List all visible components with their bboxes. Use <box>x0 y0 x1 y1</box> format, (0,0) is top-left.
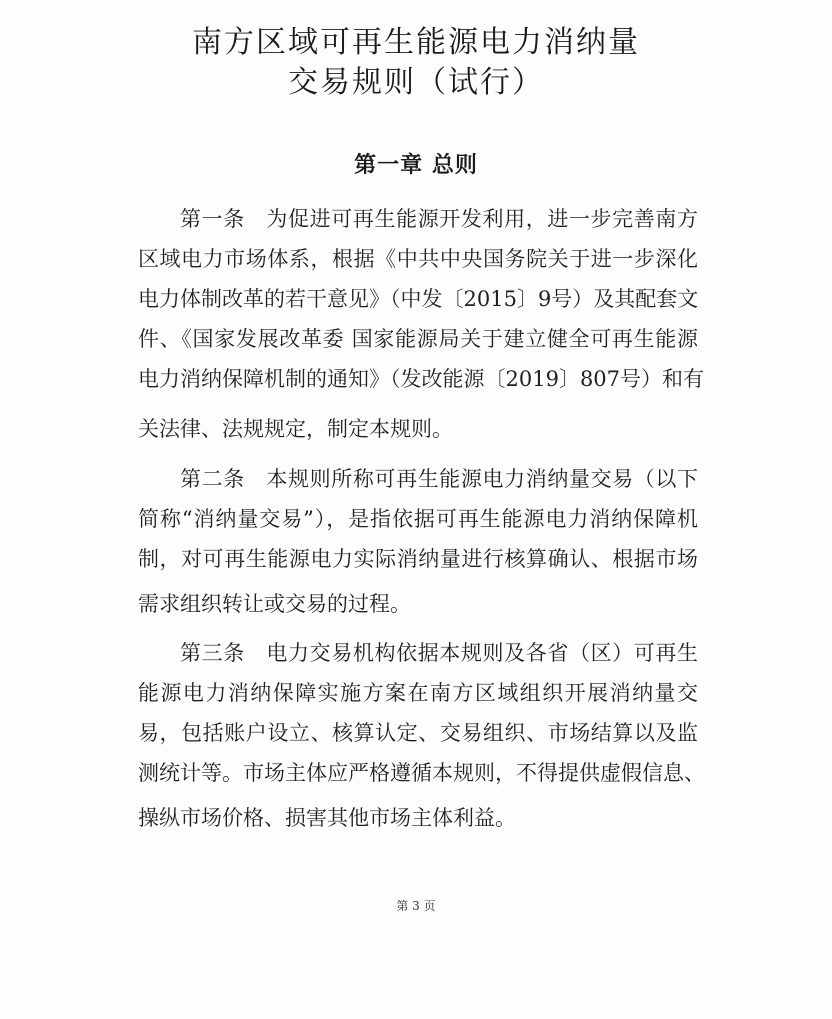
article-2-line: 制，对可再生能源电力实际消纳量进行核算确认、根据市场 <box>138 547 698 571</box>
article-2-line: 第二条 本规则所称可再生能源电力消纳量交易（以下 <box>180 467 698 491</box>
article-1-line: 电力体制改革的若干意见》（中发〔2015〕9号）及其配套文 <box>138 287 699 311</box>
article-1-line: 关法律、法规规定，制定本规则。 <box>138 417 453 441</box>
chapter-heading: 第一章 总则 <box>354 153 478 178</box>
article-2-line: 简称“消纳量交易”），是指依据可再生能源电力消纳保障机 <box>138 507 698 531</box>
page-number: 第 3 页 <box>396 899 436 913</box>
article-1-line: 第一条 为促进可再生能源开发利用，进一步完善南方 <box>180 207 698 231</box>
document-title-line-2: 交易规则（试行） <box>288 65 544 100</box>
document-title-line-1: 南方区域可再生能源电力消纳量 <box>192 25 640 60</box>
article-3-line: 操纵市场价格、损害其他市场主体利益。 <box>138 806 516 830</box>
article-1-line: 电力消纳保障机制的通知》（发改能源〔2019〕807号）和有 <box>138 367 705 391</box>
article-3-line: 易，包括账户设立、核算认定、交易组织、市场结算以及监 <box>138 721 698 745</box>
article-3-line: 测统计等。市场主体应严格遵循本规则，不得提供虚假信息、 <box>138 761 705 785</box>
article-1-line: 件、《国家发展改革委 国家能源局关于建立健全可再生能源 <box>138 327 698 351</box>
article-3-line: 第三条 电力交易机构依据本规则及各省（区）可再生 <box>180 641 698 665</box>
article-2-line: 需求组织转让或交易的过程。 <box>138 592 411 616</box>
article-3-line: 能源电力消纳保障实施方案在南方区域组织开展消纳量交 <box>138 681 698 705</box>
article-1-line: 区域电力市场体系，根据《中共中央国务院关于进一步深化 <box>138 247 698 271</box>
